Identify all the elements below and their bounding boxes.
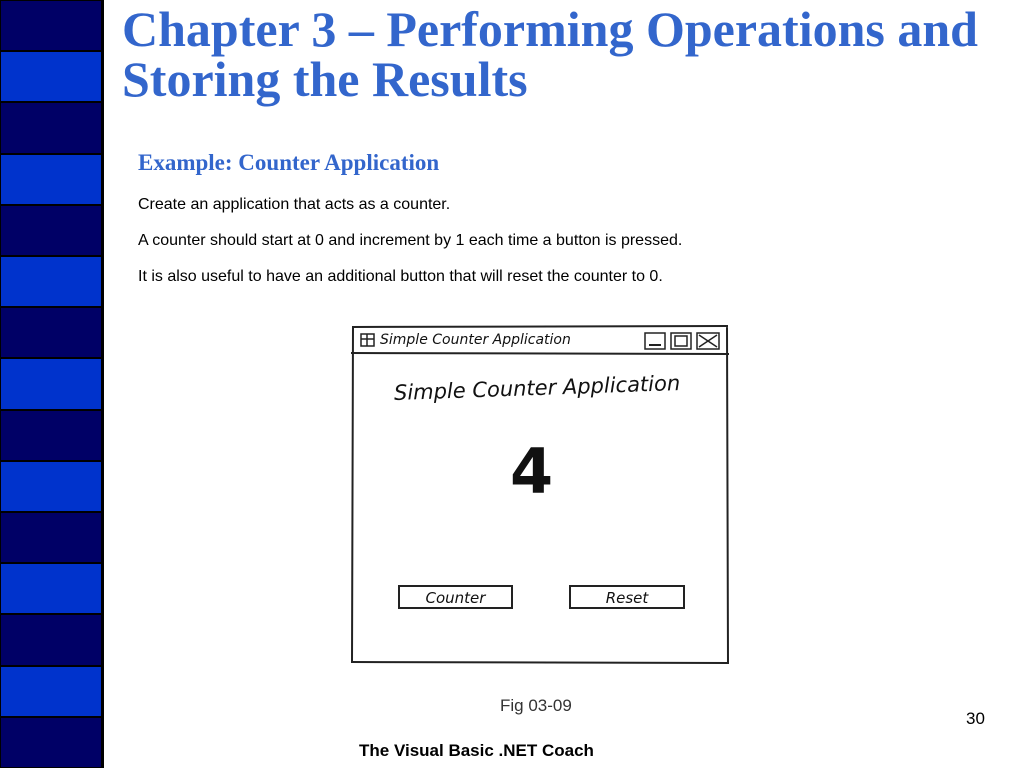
side-bar-edge	[102, 0, 104, 768]
page-number: 30	[966, 709, 985, 728]
slide-subtitle: Example: Counter Application	[138, 150, 440, 175]
paragraph-2: A counter should start at 0 and increment by 1 each time a button is pressed.	[138, 232, 683, 249]
paragraph-3: It is also useful to have an additional button that will reset the counter to 0.	[138, 268, 663, 285]
side-bar-stripe	[0, 0, 102, 51]
paragraph-1: Create an application that acts as a counter.	[138, 196, 451, 213]
side-bar-stripe	[0, 563, 102, 614]
footer-text: The Visual Basic .NET Coach	[359, 741, 594, 760]
close-icon	[697, 333, 719, 349]
side-bar-stripe	[0, 666, 102, 717]
decorative-side-bar	[0, 0, 104, 768]
side-bar-stripe	[0, 717, 102, 768]
sketch-window	[350, 325, 730, 665]
side-bar-stripe	[0, 512, 102, 563]
side-bar-stripe	[0, 154, 102, 205]
side-bar-stripe	[0, 256, 102, 307]
side-bar-stripe	[0, 614, 102, 665]
window-icon	[361, 334, 374, 346]
side-bar-stripe	[0, 358, 102, 409]
window-title: Simple Counter Application	[380, 332, 571, 348]
minimize-icon	[645, 333, 665, 349]
maximize-icon	[671, 333, 691, 349]
figure-caption: Fig 03-09	[500, 696, 572, 715]
app-heading: Simple Counter Application	[393, 371, 681, 405]
side-bar-stripe	[0, 51, 102, 102]
side-bar-stripe	[0, 205, 102, 256]
reset-button[interactable]	[569, 585, 685, 609]
counter-button[interactable]	[398, 585, 513, 609]
slide-title: Chapter 3 – Performing Operations and Storing the Results	[122, 1, 978, 107]
side-bar-stripe	[0, 461, 102, 512]
counter-value: 4	[510, 435, 554, 508]
side-bar-stripe	[0, 102, 102, 153]
reset-button-label: Reset	[605, 589, 649, 607]
counter-button-label: Counter	[425, 589, 486, 607]
side-bar-stripe	[0, 307, 102, 358]
side-bar-stripe	[0, 410, 102, 461]
